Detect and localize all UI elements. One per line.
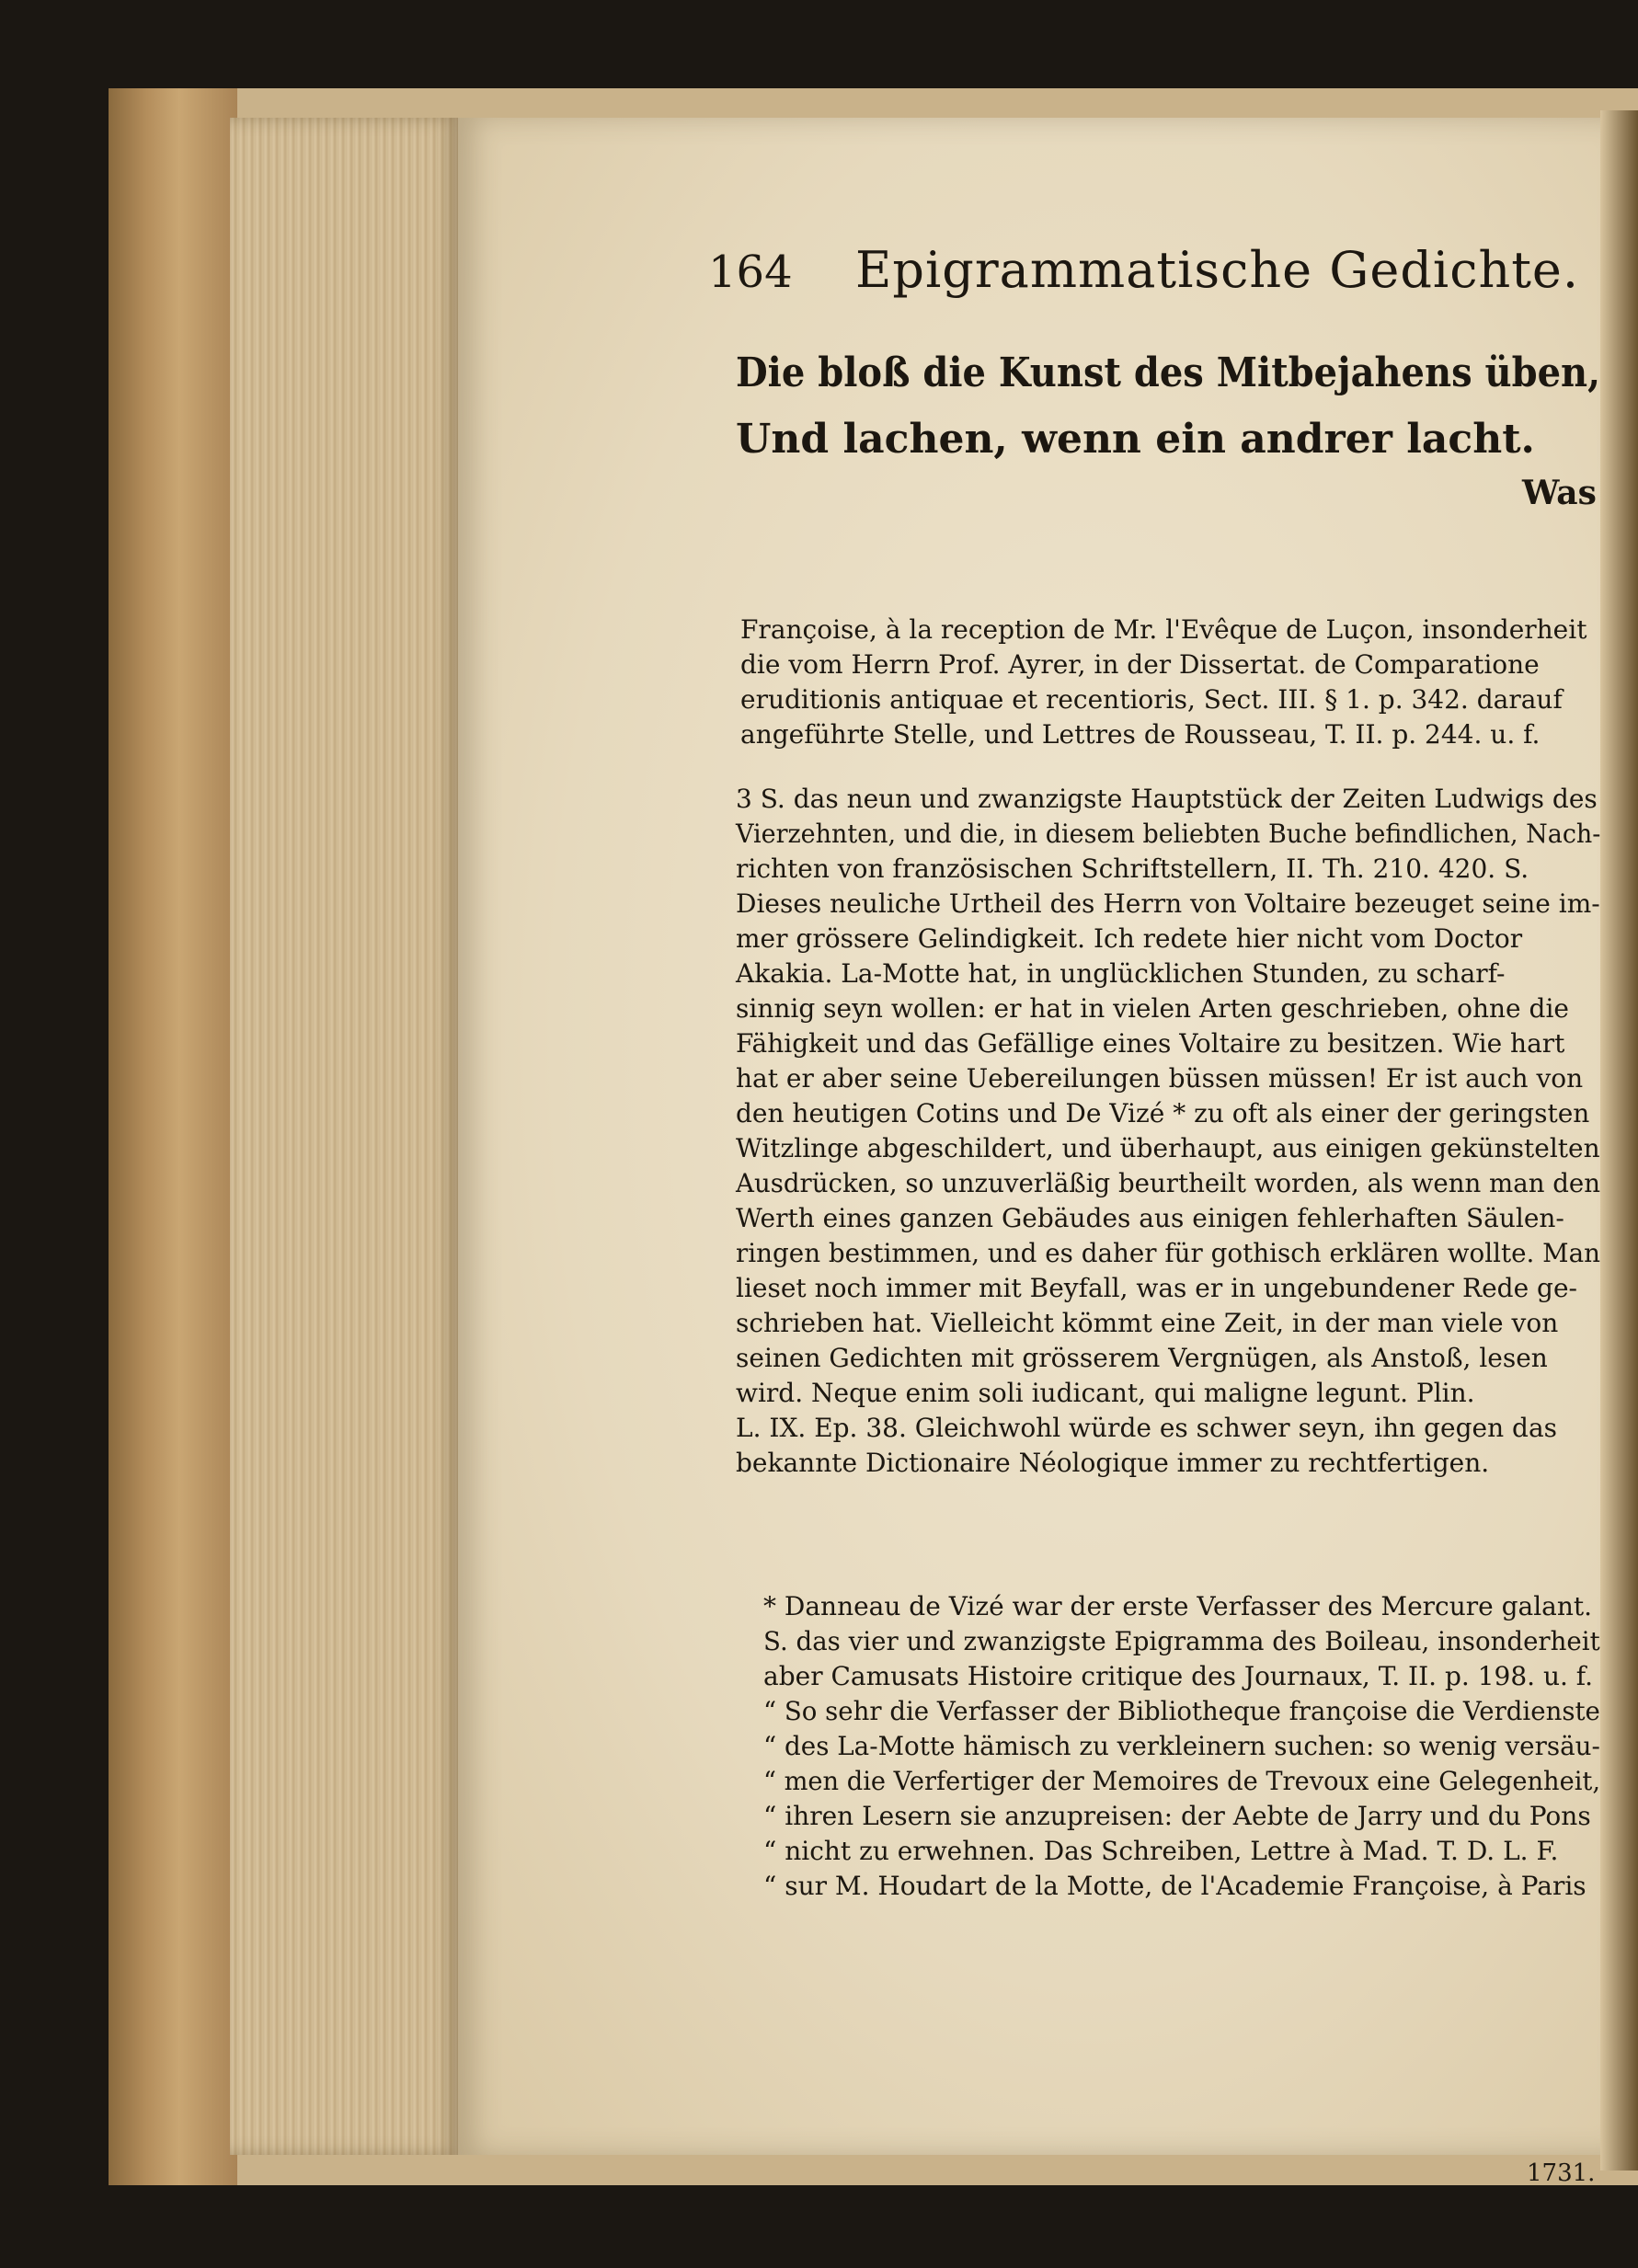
footnote-line: bekannte Dictionaire Néologique immer zu rechtfertigen. [736,1448,1490,1478]
footnote-line: richten von französischen Schriftstellern, II. Th. 210. 420. S. [736,853,1529,884]
footnote-line: wird. Neque enim soli iudicant, qui maligne legunt. Plin. [736,1378,1475,1408]
footnote-line: L. IX. Ep. 38. Gleichwohl würde es schwer seyn, ihn gegen das [736,1413,1558,1443]
catchword: Was [1522,474,1597,512]
footnote-line: Dieses neuliche Urtheil des Herrn von Voltaire bezeuget seine im- [736,888,1600,919]
footnote-line: 3 S. das neun und zwanzigste Hauptstück der Zeiten Ludwigs des [736,784,1598,814]
footnote-line: “ men die Verfertiger der Memoires de Trevoux eine Gelegenheit, [763,1766,1601,1796]
footnote-line: den heutigen Cotins und De Vizé * zu oft als einer der geringsten [736,1098,1590,1128]
footnote-line: eruditionis antiquae et recentioris, Sect. III. § 1. p. 342. darauf [740,684,1563,715]
footnote-line: ringen bestimmen, und es daher für gothisch erklären wollte. Man [736,1238,1600,1268]
bottom-catchword: 1731. [1527,2159,1596,2187]
facing-page-edge [1600,110,1638,2171]
footnote-line: Françoise, à la reception de Mr. l'Evêque de Luçon, insonderheit [740,614,1587,645]
footnote-line: Akakia. La-Motte hat, in unglücklichen Stunden, zu scharf- [736,958,1506,989]
footnote-line: die vom Herrn Prof. Ayrer, in der Dissertat. de Comparatione [740,649,1540,680]
footnote-line: “ So sehr die Verfasser der Bibliotheque françoise die Verdienste [763,1696,1600,1726]
footnote-line: “ des La-Motte hämisch zu verkleinern suchen: so wenig versäu- [763,1731,1600,1761]
footnote-line: Ausdrücken, so unzuverläßig beurtheilt worden, als wenn man den [736,1168,1601,1198]
footnote-line: angeführte Stelle, und Lettres de Rousseau, T. II. p. 244. u. f. [740,719,1541,750]
footnote-line: Werth eines ganzen Gebäudes aus einigen fehlerhaften Säulen- [736,1203,1564,1233]
footnote-line: Witzlinge abgeschildert, und überhaupt, aus einigen gekünstelten [736,1133,1600,1163]
footnote-line: “ ihren Lesern sie anzupreisen: der Aebte de Jarry und du Pons [763,1801,1591,1831]
book-cover-edge [109,88,237,2185]
page-block-edge [230,118,460,2155]
footnote-line: schrieben hat. Vielleicht kömmt eine Zeit, in der man viele von [736,1308,1559,1338]
footnote-line: * Danneau de Vizé war der erste Verfasser des Mercure galant. [763,1591,1593,1621]
footnote-line: “ nicht zu erwehnen. Das Schreiben, Lettre à Mad. T. D. L. F. [763,1836,1559,1866]
footnote-line: lieset noch immer mit Beyfall, was er in ungebundener Rede ge- [736,1273,1577,1303]
footnote-line: “ sur M. Houdart de la Motte, de l'Academie Françoise, à Paris [763,1871,1586,1901]
footnote-line: seinen Gedichten mit grösserem Vergnügen, als Anstoß, lesen [736,1343,1548,1373]
poem-line: Die bloß die Kunst des Mitbejahens üben, [736,349,1601,396]
footnote-line: Fähigkeit und das Gefällige eines Voltaire zu besitzen. Wie hart [736,1028,1565,1059]
footnote-line: aber Camusats Histoire critique des Journaux, T. II. p. 198. u. f. [763,1661,1594,1691]
footnote-line: sinnig seyn wollen: er hat in vielen Arten geschrieben, ohne die [736,993,1569,1024]
footnote-line: Vierzehnten, und die, in diesem beliebten Buche befindlichen, Nach- [736,819,1601,849]
footnote-line: hat er aber seine Uebereilungen büssen müssen! Er ist auch von [736,1063,1584,1094]
footnote-line: mer grössere Gelindigkeit. Ich redete hier nicht vom Doctor [736,923,1523,954]
page-number: 164 [708,246,793,298]
poem-line: Und lachen, wenn ein andrer lacht. [736,416,1535,463]
footnote-line: S. das vier und zwanzigste Epigramma des Boileau, insonderheit [763,1626,1600,1656]
running-head: Epigrammatische Gedichte. [855,241,1580,299]
